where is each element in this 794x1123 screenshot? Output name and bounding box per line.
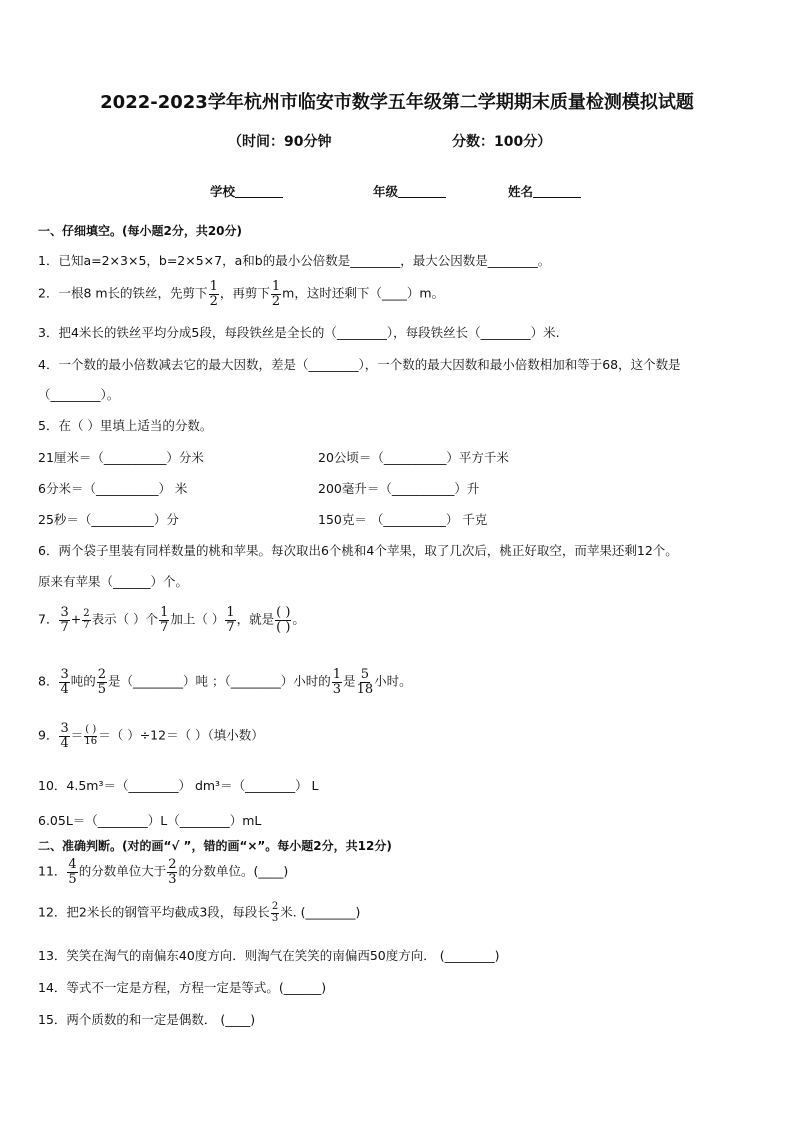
fraction: [97, 668, 107, 696]
question-5-row-3: [38, 510, 774, 528]
fraction: [271, 280, 281, 308]
score-label: 分数：100分）: [452, 134, 552, 150]
plus-sign: +: [70, 611, 82, 627]
denominator: 7: [160, 619, 169, 635]
question-7: [38, 606, 774, 634]
question-5: 5．在（ ）里填上适当的分数。: [38, 418, 213, 433]
denominator: 4: [60, 735, 69, 751]
denominator: 7: [60, 619, 69, 635]
denominator: ( ): [276, 619, 291, 635]
fraction: [59, 606, 69, 634]
numerator: 2: [168, 857, 177, 872]
numerator: 4: [68, 857, 77, 872]
question-9: [38, 722, 774, 750]
q7-text-d: ，就是: [236, 611, 275, 627]
q5-row1-left: 21厘米＝（__________）分米: [38, 450, 204, 465]
q5-row1-right: 20公顷＝（__________）平方千米: [318, 450, 509, 465]
q9-text-c: ＝（ ）÷12＝（ ）（填小数）: [98, 727, 264, 743]
numerator: 3: [60, 721, 69, 736]
q8-text-a: 8．: [38, 673, 59, 689]
fraction: [167, 858, 177, 886]
q2-text-a: 2．一根8 m长的铁丝，先剪下: [38, 285, 208, 301]
q5-row3-left: 25秒＝（__________）分: [38, 512, 179, 527]
question-3: 3．把4米长的铁丝平均分成5段，每段铁丝是全长的（________），每段铁丝长（________）米.: [38, 325, 560, 340]
question-1: 1．已知a=2×3×5，b=2×5×7，a和b的最小公倍数是________，最大公因数是________。: [38, 253, 551, 268]
denominator: 7: [226, 619, 235, 635]
question-13: 13．笑笑在淘气的南偏东40度方向．则淘气在笑笑的南偏西50度方向． (________): [38, 948, 500, 963]
denominator: 3: [271, 912, 279, 924]
denominator: 3: [332, 681, 342, 697]
school-field: [210, 182, 283, 200]
q12-text-b: 米. (________): [280, 904, 361, 920]
q7-text-b: 表示（ ）个: [91, 611, 159, 627]
time-label: （时间：90分钟: [228, 134, 332, 150]
q9-text-b: ＝: [70, 727, 84, 743]
numerator: ( ): [85, 724, 97, 736]
question-5-row-2: [38, 479, 774, 497]
numerator: 1: [209, 279, 218, 294]
denominator: 5: [68, 871, 77, 887]
question-10-line-2: 6.05L＝（________）L（________）mL: [38, 813, 262, 828]
question-4-line-2: （________）。: [38, 387, 120, 402]
fraction: [159, 606, 169, 634]
question-12: [38, 902, 774, 924]
fraction: [225, 606, 235, 634]
denominator: 7: [83, 619, 90, 631]
numerator: 1: [271, 279, 281, 294]
numerator: 2: [271, 901, 279, 912]
question-14: 14．等式不一定是方程，方程一定是等式。(______): [38, 980, 327, 995]
page-title: 2022-2023学年杭州市临安市数学五年级第二学期期末质量检测模拟试题: [100, 92, 694, 113]
grade-field: [373, 182, 446, 200]
denominator: 18: [356, 681, 374, 697]
question-2: [38, 280, 774, 308]
denominator: 4: [60, 681, 69, 697]
question-6-line-1: 6．两个袋子里装有同样数量的桃和苹果。每次取出6个桃和4个苹果，取了几次后，桃正好取空，而苹果还剩12个。: [38, 543, 678, 558]
numerator: 2: [83, 608, 90, 620]
fraction: [275, 606, 291, 634]
denominator: 5: [97, 681, 107, 697]
school-label: 学校: [210, 184, 236, 199]
denominator: 3: [168, 871, 177, 887]
question-15: 15．两个质数的和一定是偶数． (____): [38, 1012, 256, 1027]
fraction: [209, 280, 219, 308]
q7-text-e: 。: [292, 611, 305, 627]
numerator: 2: [97, 667, 107, 682]
section-1-heading: 一、仔细填空。(每小题2分，共20分): [38, 224, 243, 238]
q12-text-a: 12．把2米长的钢管平均截成3段，每段长: [38, 904, 270, 920]
section-2-heading: 二、准确判断。(对的画“√ ”，错的画“×”。每小题2分，共12分): [38, 839, 392, 853]
q8-text-b: 吨的: [70, 673, 96, 689]
name-field: [508, 182, 581, 200]
fraction: [332, 668, 342, 696]
question-5-row-1: [38, 448, 774, 466]
name-label: 姓名: [508, 184, 534, 199]
fraction: [59, 722, 69, 750]
question-8: [38, 668, 774, 696]
q11-text-a: 11．: [38, 863, 67, 879]
fraction: [67, 858, 77, 886]
q9-text-a: 9．: [38, 727, 59, 743]
question-11: [38, 858, 774, 886]
q7-text-a: 7．: [38, 611, 59, 627]
q11-text-b: 的分数单位大于: [78, 863, 167, 879]
numerator: ( ): [276, 605, 291, 620]
numerator: 1: [332, 667, 342, 682]
fraction: [59, 668, 69, 696]
grade-blank: [398, 185, 446, 198]
fraction: [271, 902, 279, 924]
school-blank: [235, 185, 283, 198]
denominator: 2: [209, 293, 218, 309]
fraction: [84, 725, 97, 747]
numerator: 3: [60, 667, 69, 682]
grade-label: 年级: [373, 184, 399, 199]
q2-text-c: m，这时还剩下（____）m。: [282, 285, 444, 301]
numerator: 1: [160, 605, 169, 620]
fraction: [357, 668, 374, 696]
question-6-line-2: 原来有苹果（______）个。: [38, 574, 189, 589]
fraction: [82, 609, 90, 631]
q8-text-e: 小时。: [374, 673, 412, 689]
denominator: 16: [84, 735, 98, 747]
numerator: 1: [226, 605, 235, 620]
q5-row2-right: 200毫升＝（__________）升: [318, 481, 480, 496]
question-10-line-1: 10．4.5m³＝（________） dm³＝（________） L: [38, 778, 319, 793]
q5-row2-left: 6分米＝（__________） 米: [38, 481, 188, 496]
q5-row3-right: 150克＝ （__________） 千克: [318, 512, 488, 527]
numerator: 5: [360, 667, 369, 682]
q11-text-c: 的分数单位。(____): [178, 863, 289, 879]
q8-text-c: 是（________）吨 ；（________）小时的: [108, 673, 331, 689]
q2-text-b: ，再剪下: [219, 285, 270, 301]
denominator: 2: [271, 293, 281, 309]
question-4-line-1: 4．一个数的最小倍数减去它的最大因数，差是（________），一个数的最大因数和最小倍数相加和等于68，这个数是: [38, 357, 681, 372]
name-blank: [533, 185, 581, 198]
q7-text-c: 加上（ ）: [170, 611, 225, 627]
q8-text-d: 是: [343, 673, 356, 689]
numerator: 3: [60, 605, 69, 620]
